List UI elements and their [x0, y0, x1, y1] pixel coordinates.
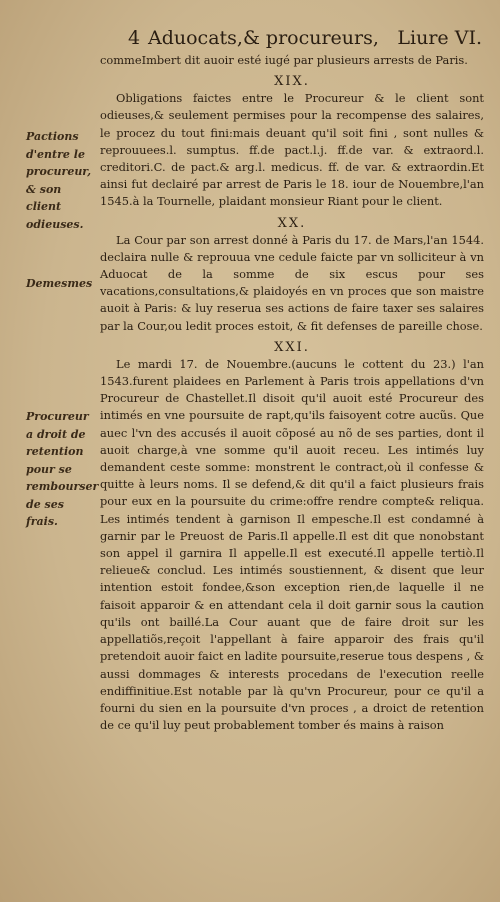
margin-note-procureur-retention: Procureur a droit de retention pour se rembourser de ses frais.	[26, 410, 99, 528]
page-number: 4	[128, 27, 141, 49]
running-title: Aduocats,& procureurs,	[148, 27, 379, 49]
margin-note-demesmes: Demesmes	[26, 277, 93, 290]
section-heading-xx: XX.	[277, 215, 307, 231]
main-text	[100, 52, 484, 734]
continued-paragraph: commeImbert dit auoir esté iugé par plusieurs arrests de Paris.	[100, 53, 468, 67]
paragraph-xix: Obligations faictes entre le Procureur & le client sont odieuses,& seulement permises pour la recompense des salaires, le procez du tout fini:mais deuant qu'il soit fini , sont nulles & reprouuees.l. sumptus. ff.de pact.l.j. ff.de var. & extraord.l. creditori.C. de pact.& arg.l. medicus. ff. de var. & extraordin.Et ainsi fut declairé par arrest de Paris le 18. iour de Nouembre,l'an 1545.à la Tournelle, plaidant monsieur Riant pour le client.	[100, 91, 484, 209]
paragraph-xx: La Cour par son arrest donné à Paris du 17. de Mars,l'an 1544. declaira nulle & reprouua vne cedule faicte par vn solliciteur à vn Aduocat de la somme de six escus pour ses vacations,consultations,& plaidoyés en vn proces que son maistre auoit à Paris: & luy reserua ses actions de faire taxer ses salaires par la Cour,ou ledit proces estoit, & fit defenses de pareille chose.	[100, 232, 484, 333]
section-heading-xxi: XXI.	[274, 339, 310, 355]
paragraph-xxi: Le mardi 17. de Nouembre.(aucuns le cottent du 23.) l'an 1543.furent plaidees en Parlement à Paris trois appellations d'vn Procureur de Chastellet.Il disoit qu'il auoit esté Procureur des intimés en vne poursuite de rapt,qu'ils faisoyent cotre aucũs. Que auec l'vn des accusés il auoit cõposé au nõ de ses parties, dont il auoit charge,à vne somme qu'il auoit receu. Les intimés luy demandent ceste somme: monstrent le contract,où il confesse & quitte à leurs noms. Il se defend,& dit qu'il a faict plusieurs frais pour eux en la poursuite du crime:offre rendre compte& reliqua. Les intimés tendent à garnison Il empesche.Il est condamné à garnir par le Preuost de Paris.Il appelle.Il est dit que nonobstant son appel il garnira Il appelle.Il est executé.Il appelle tertiò.Il relieue& conclud. Les intimés soustiennent, & disent que leur intention estoit fondee,&son exception rien,de laquelle il ne faisoit apparoir & en attendant cela il doit garnir sous la caution qu'ils ont baillé.La Cour auant que de faire droit sur les appellatiõs,reçoit l'appellant à faire apparoir des frais qu'il pretendoit auoir faict en ladite poursuite,reserue tous despens , & aussi dommages & interests procedans de l'execution reelle endiffinitiue.Est notable par là qu'vn Procureur, pour ce qu'il a fourni du sien en la poursuite d'vn proces , a droict de retention de ce qu'il luy peut probablement tomber és mains à raison	[100, 356, 484, 733]
section-heading-xix: XIX.	[274, 74, 310, 90]
book-number: Liure VI.	[397, 27, 482, 49]
running-header	[118, 26, 488, 50]
margin-note-pactions: Pactions d'entre le procureur, & son client odieuses.	[26, 130, 92, 231]
